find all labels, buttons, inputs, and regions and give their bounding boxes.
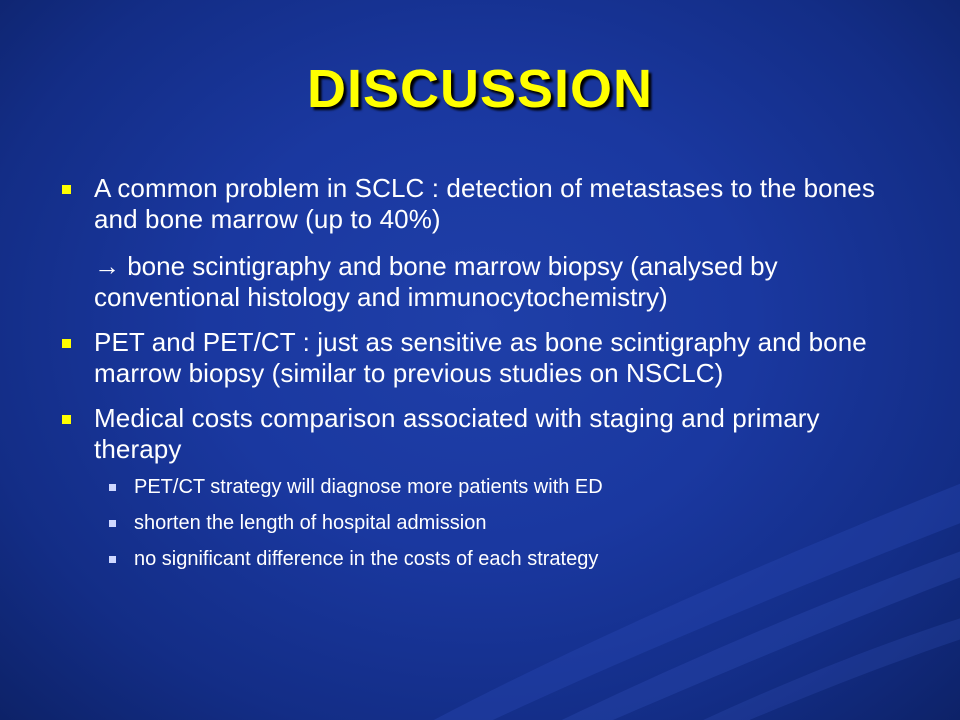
bullet-text: PET and PET/CT : just as sensitive as bone scintigraphy and bone marrow biopsy (similar to previous studies on NSCLC) (94, 327, 867, 388)
square-bullet-icon (62, 339, 71, 348)
bullet-item-1 (62, 173, 912, 235)
bullet-item-2 (62, 327, 912, 389)
bullet-item-3 (62, 403, 912, 465)
square-sub-bullet-icon (109, 556, 116, 563)
square-bullet-icon (62, 415, 71, 424)
sub-bullet-text: PET/CT strategy will diagnose more patients with ED (134, 476, 603, 498)
sub-bullet-item-3 (62, 547, 912, 571)
sub-bullet-item-1 (62, 475, 912, 499)
square-bullet-icon (62, 185, 71, 194)
slide-title: DISCUSSION (306, 59, 654, 119)
sub-bullet-text: no significant difference in the costs of each strategy (134, 548, 599, 570)
sub-bullet-text: shorten the length of hospital admission (134, 512, 487, 534)
bullet-continuation: → bone scintigraphy and bone marrow biopsy (analysed by conventional histology and immunocytochemistry) (94, 251, 778, 312)
bullet-text: A common problem in SCLC : detection of metastases to the bones and bone marrow (up to 40%) (94, 173, 875, 234)
bullet-list (62, 173, 912, 571)
bullet-text: Medical costs comparison associated with staging and primary therapy (94, 403, 820, 464)
sub-bullet-item-2 (62, 511, 912, 535)
square-sub-bullet-icon (109, 520, 116, 527)
square-sub-bullet-icon (109, 484, 116, 491)
